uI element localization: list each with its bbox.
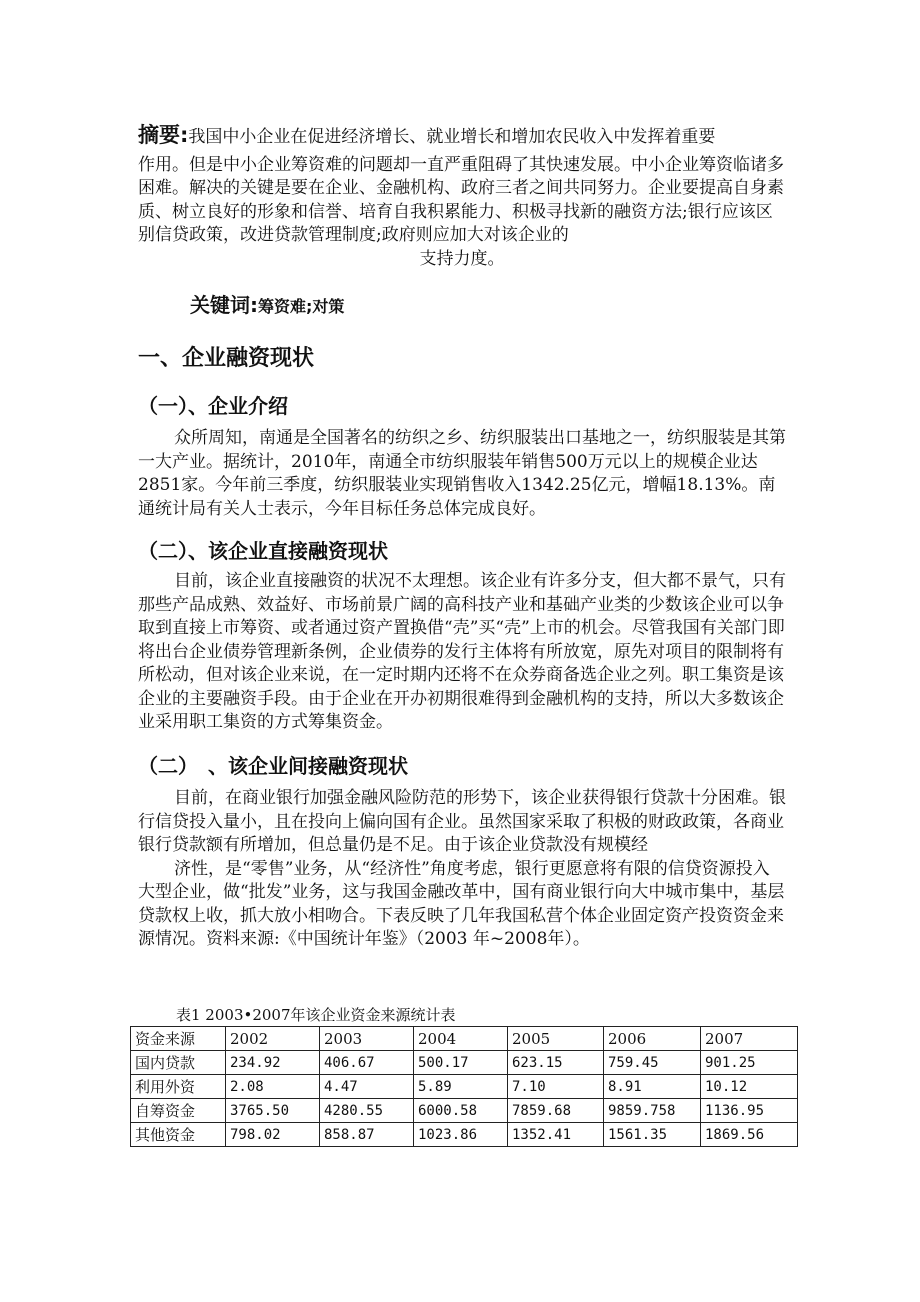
table-cell: 406.67 (320, 1051, 414, 1075)
subsection-indirect-body (138, 787, 786, 952)
table-cell: 7.10 (508, 1075, 604, 1099)
table-cell: 500.17 (414, 1051, 508, 1075)
table-cell: 3765.50 (226, 1099, 320, 1123)
table-row-label: 其他资金 (131, 1123, 226, 1147)
table-row (131, 1075, 798, 1099)
table-row (131, 1123, 798, 1147)
table-cell: 1561.35 (604, 1123, 701, 1147)
subsection-heading-intro: （一）、企业介绍 (138, 394, 288, 418)
table-cell: 798.02 (226, 1123, 320, 1147)
table-cell: 234.92 (226, 1051, 320, 1075)
table-cell: 4.47 (320, 1075, 414, 1099)
table-header-cell: 2002 (226, 1027, 320, 1051)
keywords-text: 筹资难;对策 (258, 297, 345, 316)
table-cell: 858.87 (320, 1123, 414, 1147)
table-cell: 1023.86 (414, 1123, 508, 1147)
table-header-cell: 2003 (320, 1027, 414, 1051)
table-cell: 1352.41 (508, 1123, 604, 1147)
section-heading: 一、企业融资现状 (138, 346, 315, 371)
table-header-cell: 2005 (508, 1027, 604, 1051)
abstract-first-line: 我国中小企业在促进经济增长、就业增长和增加农民收入中发挥着重要 (188, 127, 716, 147)
table-row (131, 1051, 798, 1075)
table-caption: 表1 2003•2007年该企业资金来源统计表 (176, 1006, 456, 1024)
table-header-row (131, 1027, 798, 1051)
keywords-label: 关键词: (190, 293, 258, 317)
table-cell: 10.12 (701, 1075, 798, 1099)
table-cell: 2.08 (226, 1075, 320, 1099)
subsection-heading-indirect: （二） 、该企业间接融资现状 (138, 754, 408, 778)
indirect-paragraph-1: 目前，在商业银行加强金融风险防范的形势下，该企业获得银行贷款十分困难。银行信贷投入量小，且在投向上偏向国有企业。虽然国家采取了积极的财政政策，各商业银行贷款额有所增加，但总量仍是不足。由于该企业贷款没有规模经 (138, 788, 786, 855)
table-cell: 759.45 (604, 1051, 701, 1075)
table-cell: 8.91 (604, 1075, 701, 1099)
table-row (131, 1099, 798, 1123)
table-header-cell: 资金来源 (131, 1027, 226, 1051)
keywords (190, 294, 690, 320)
subsection-intro-body (138, 427, 786, 521)
subsection-heading-direct: （二）、该企业直接融资现状 (138, 539, 388, 563)
table-cell: 4280.55 (320, 1099, 414, 1123)
table-cell: 901.25 (701, 1051, 798, 1075)
table-cell: 6000.58 (414, 1099, 508, 1123)
funding-source-table (130, 1026, 798, 1147)
table-cell: 7859.68 (508, 1099, 604, 1123)
table-row-label: 自筹资金 (131, 1099, 226, 1123)
table-cell: 623.15 (508, 1051, 604, 1075)
table-cell: 5.89 (414, 1075, 508, 1099)
table-cell: 9859.758 (604, 1099, 701, 1123)
indirect-paragraph-2: 济性，是“零售”业务，从“经济性”角度考虑，银行更愿意将有限的信贷资源投入大型企业，做“批发”业务，这与我国金融改革中，国有商业银行向大中城市集中，基层贷款权上收，抓大放小相吻合。下表反映了几年我国私营个体企业固定资产投资资金来源情况。资料来源:《中国统计年鉴》（2003 年~2008年）。 (138, 858, 785, 949)
table-header-cell: 2004 (414, 1027, 508, 1051)
table-cell: 1869.56 (701, 1123, 798, 1147)
direct-paragraph: 目前，该企业直接融资的状况不太理想。该企业有许多分支，但大都不景气，只有那些产品成熟、效益好、市场前景广阔的高科技产业和基础产业类的少数该企业可以争取到直接上市筹资、或者通过资产置换借“壳”买“壳”上市的机会。尽管我国有关部门即将出台企业债券管理新条例，企业债券的发行主体将有所放宽，原先对项目的限制将有所松动，但对该企业来说，在一定时期内还将不在众券商备选企业之列。职工集资是该企业的主要融资手段。由于企业在开办初期很难得到金融机构的支持，所以大多数该企业采用职工集资的方式筹集资金。 (138, 571, 786, 732)
intro-paragraph: 众所周知，南通是全国著名的纺织之乡、纺织服装出口基地之一，纺织服装是其第一大产业。据统计，2010年，南通全市纺织服装年销售500万元以上的规模企业达2851家。今年前三季度，纺织服装业实现销售收入1342.25亿元，增幅18.13%。南通统计局有关人士表示，今年目标任务总体完成良好。 (138, 428, 786, 519)
subsection-direct-body (138, 570, 786, 735)
abstract-label: 摘要: (138, 123, 189, 147)
table-header-cell: 2006 (604, 1027, 701, 1051)
table-row-label: 利用外资 (131, 1075, 226, 1099)
table-header-cell: 2007 (701, 1027, 798, 1051)
abstract-last-line: 支持力度。 (419, 248, 505, 269)
abstract-body: 作用。但是中小企业筹资难的问题却一直严重阻碍了其快速发展。中小企业筹资临诸多困难。解决的关键是要在企业、金融机构、政府三者之间共同努力。企业要提高自身素质、树立良好的形象和信誉、培育自我积累能力、积极寻找新的融资方法;银行应该区别信贷政策，改进贷款管理制度;政府则应加大对该企业的 (138, 154, 784, 245)
abstract (138, 124, 786, 271)
table-cell: 1136.95 (701, 1099, 798, 1123)
table-row-label: 国内贷款 (131, 1051, 226, 1075)
